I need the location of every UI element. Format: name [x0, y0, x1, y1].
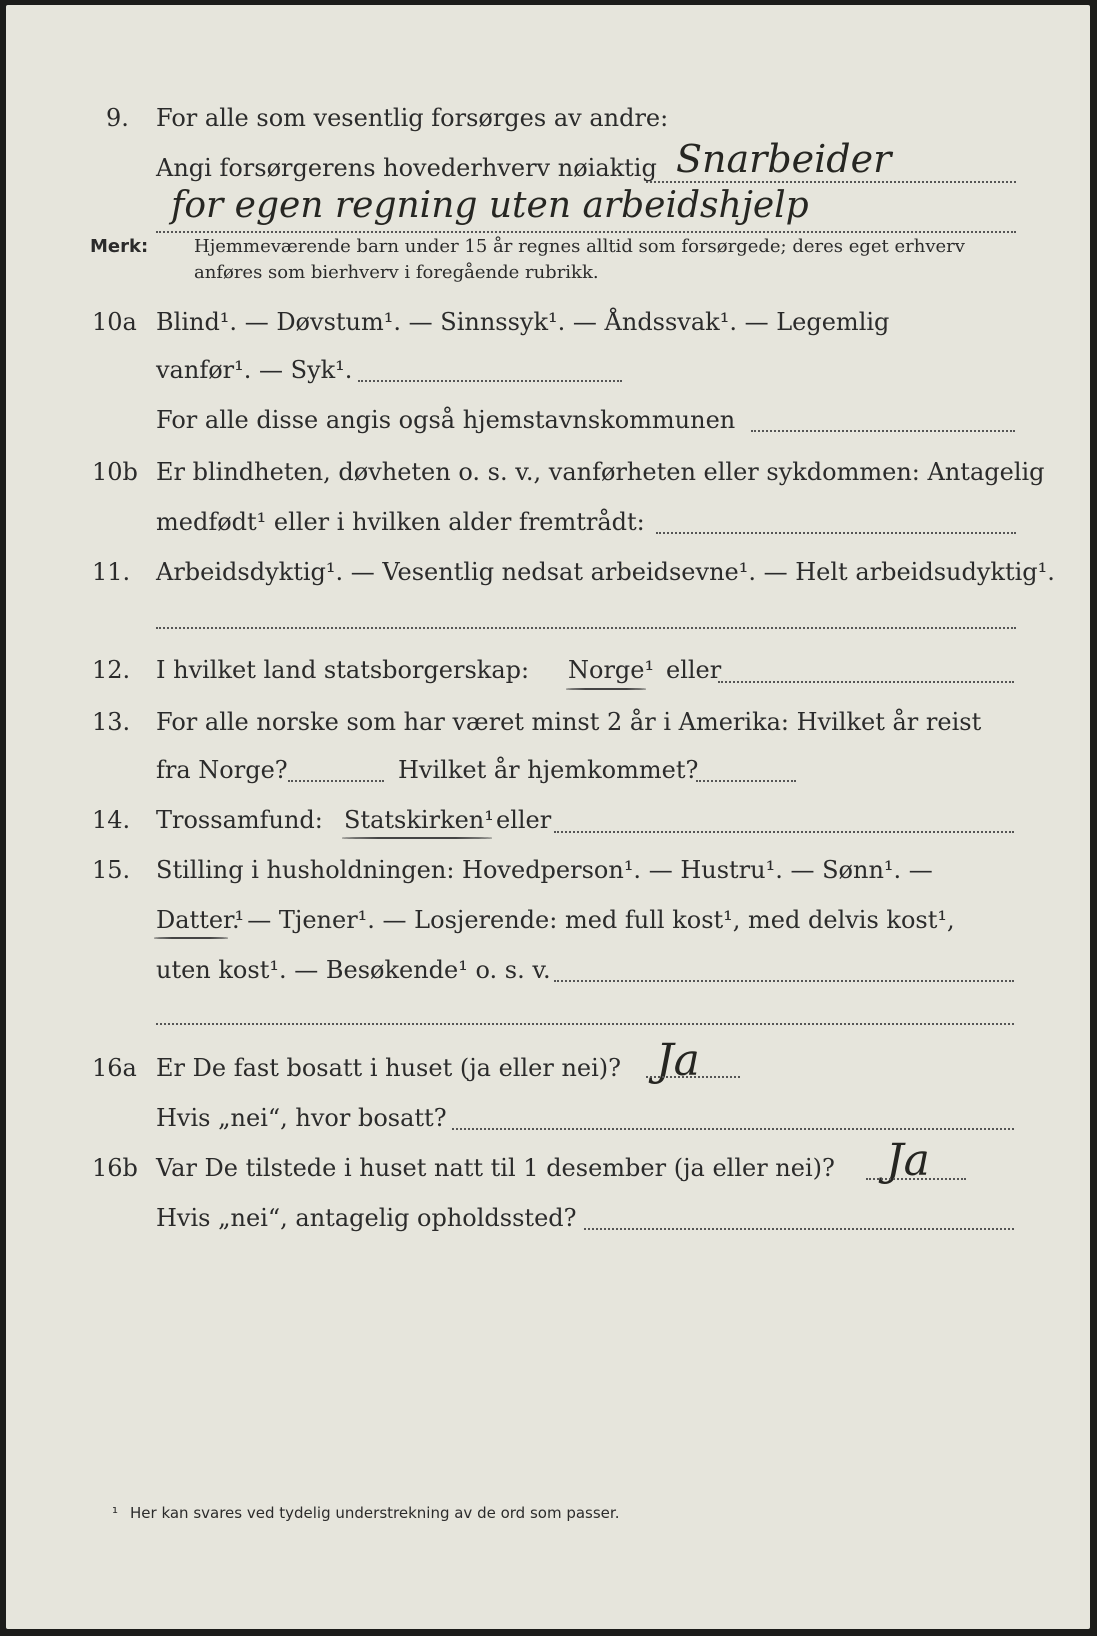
question-number: 15. [92, 856, 131, 884]
answer-line [584, 1228, 1014, 1230]
question-text: For alle disse angis også hjemstavnskommunen [156, 406, 736, 434]
question-text: fra Norge? [156, 756, 288, 784]
footnote-mark: ¹ [112, 1504, 119, 1522]
handwritten-answer: Ja [886, 1135, 930, 1186]
selected-option-norge: Norge¹ [568, 656, 655, 684]
question-number: 16a [92, 1054, 137, 1082]
handwritten-underline [566, 688, 646, 690]
question-text: Blind¹. — Døvstum¹. — Sinnssyk¹. — Åndssvak¹. — Legemlig [156, 308, 890, 336]
question-number: 14. [92, 806, 131, 834]
answer-line [452, 1128, 1014, 1130]
question-number: 13. [92, 708, 131, 736]
question-text-suffix: eller [666, 656, 722, 684]
answer-line [156, 231, 1016, 233]
answer-line [554, 831, 1014, 833]
question-number: 12. [92, 656, 131, 684]
question-number: 16b [92, 1154, 138, 1182]
selected-option-statskirken: Statskirken¹ [344, 806, 494, 834]
question-text: I hvilket land statsborgerskap: [156, 656, 530, 684]
question-text: uten kost¹. — Besøkende¹ o. s. v. [156, 956, 551, 984]
selected-option-datter: Datter¹ [156, 906, 245, 934]
footnote-text: Her kan svares ved tydelig understrekning av de ord som passer. [130, 1504, 620, 1522]
question-text: For alle som vesentlig forsørges av andre: [156, 104, 669, 132]
answer-line [156, 627, 1016, 629]
question-text: Hvilket år hjemkommet? [398, 756, 699, 784]
question-number: 10b [92, 458, 138, 486]
question-number: 11. [92, 558, 131, 586]
question-text: Hvis „nei“, hvor bosatt? [156, 1104, 447, 1132]
answer-line [288, 780, 384, 782]
question-text: Angi forsørgerens hovederhverv nøiaktig [156, 154, 657, 182]
question-text: For alle norske som har været minst 2 år i Amerika: Hvilket år reist [156, 708, 982, 736]
question-text: Er De fast bosatt i huset (ja eller nei)? [156, 1054, 622, 1082]
handwritten-underline [154, 937, 228, 939]
question-text: medfødt¹ eller i hvilken alder fremtrådt: [156, 508, 645, 536]
census-form-page [6, 5, 1090, 1629]
answer-line [718, 681, 1014, 683]
question-number: 9. [106, 104, 129, 132]
question-text: Var De tilstede i huset natt til 1 desember (ja eller nei)? [156, 1154, 835, 1182]
note-text: anføres som bierhverv i foregående rubrikk. [194, 262, 599, 283]
question-text: vanfør¹. — Syk¹. [156, 356, 353, 384]
question-text-suffix: eller [496, 806, 552, 834]
answer-line [866, 1178, 966, 1180]
question-text: Stilling i husholdningen: Hovedperson¹. — Hustru¹. — Sønn¹. — [156, 856, 933, 884]
handwritten-answer: Snarbeider [676, 137, 892, 181]
answer-line [156, 1023, 1014, 1025]
question-text: . — Tjener¹. — Losjerende: med full kost¹, med delvis kost¹, [232, 906, 955, 934]
answer-line [696, 780, 796, 782]
answer-line [554, 980, 1014, 982]
question-text: Trossamfund: [156, 806, 323, 834]
question-text: Hvis „nei“, antagelig opholdssted? [156, 1204, 577, 1232]
handwritten-answer: Ja [656, 1035, 700, 1086]
handwritten-answer: for egen regning uten arbeidshjelp [171, 185, 809, 226]
answer-line [646, 181, 1016, 183]
answer-line [646, 1076, 740, 1078]
answer-line [751, 430, 1015, 432]
question-number: 10a [92, 308, 137, 336]
handwritten-underline [342, 837, 492, 839]
note-text: Hjemmeværende barn under 15 år regnes alltid som forsørgede; deres eget erhverv [194, 236, 965, 257]
question-text: Er blindheten, døvheten o. s. v., vanførheten eller sykdommen: Antagelig [156, 458, 1045, 486]
answer-line [656, 532, 1016, 534]
question-text: Arbeidsdyktig¹. — Vesentlig nedsat arbeidsevne¹. — Helt arbeidsudyktig¹. [156, 558, 1055, 586]
answer-line [358, 380, 622, 382]
note-label: Merk: [90, 236, 149, 257]
